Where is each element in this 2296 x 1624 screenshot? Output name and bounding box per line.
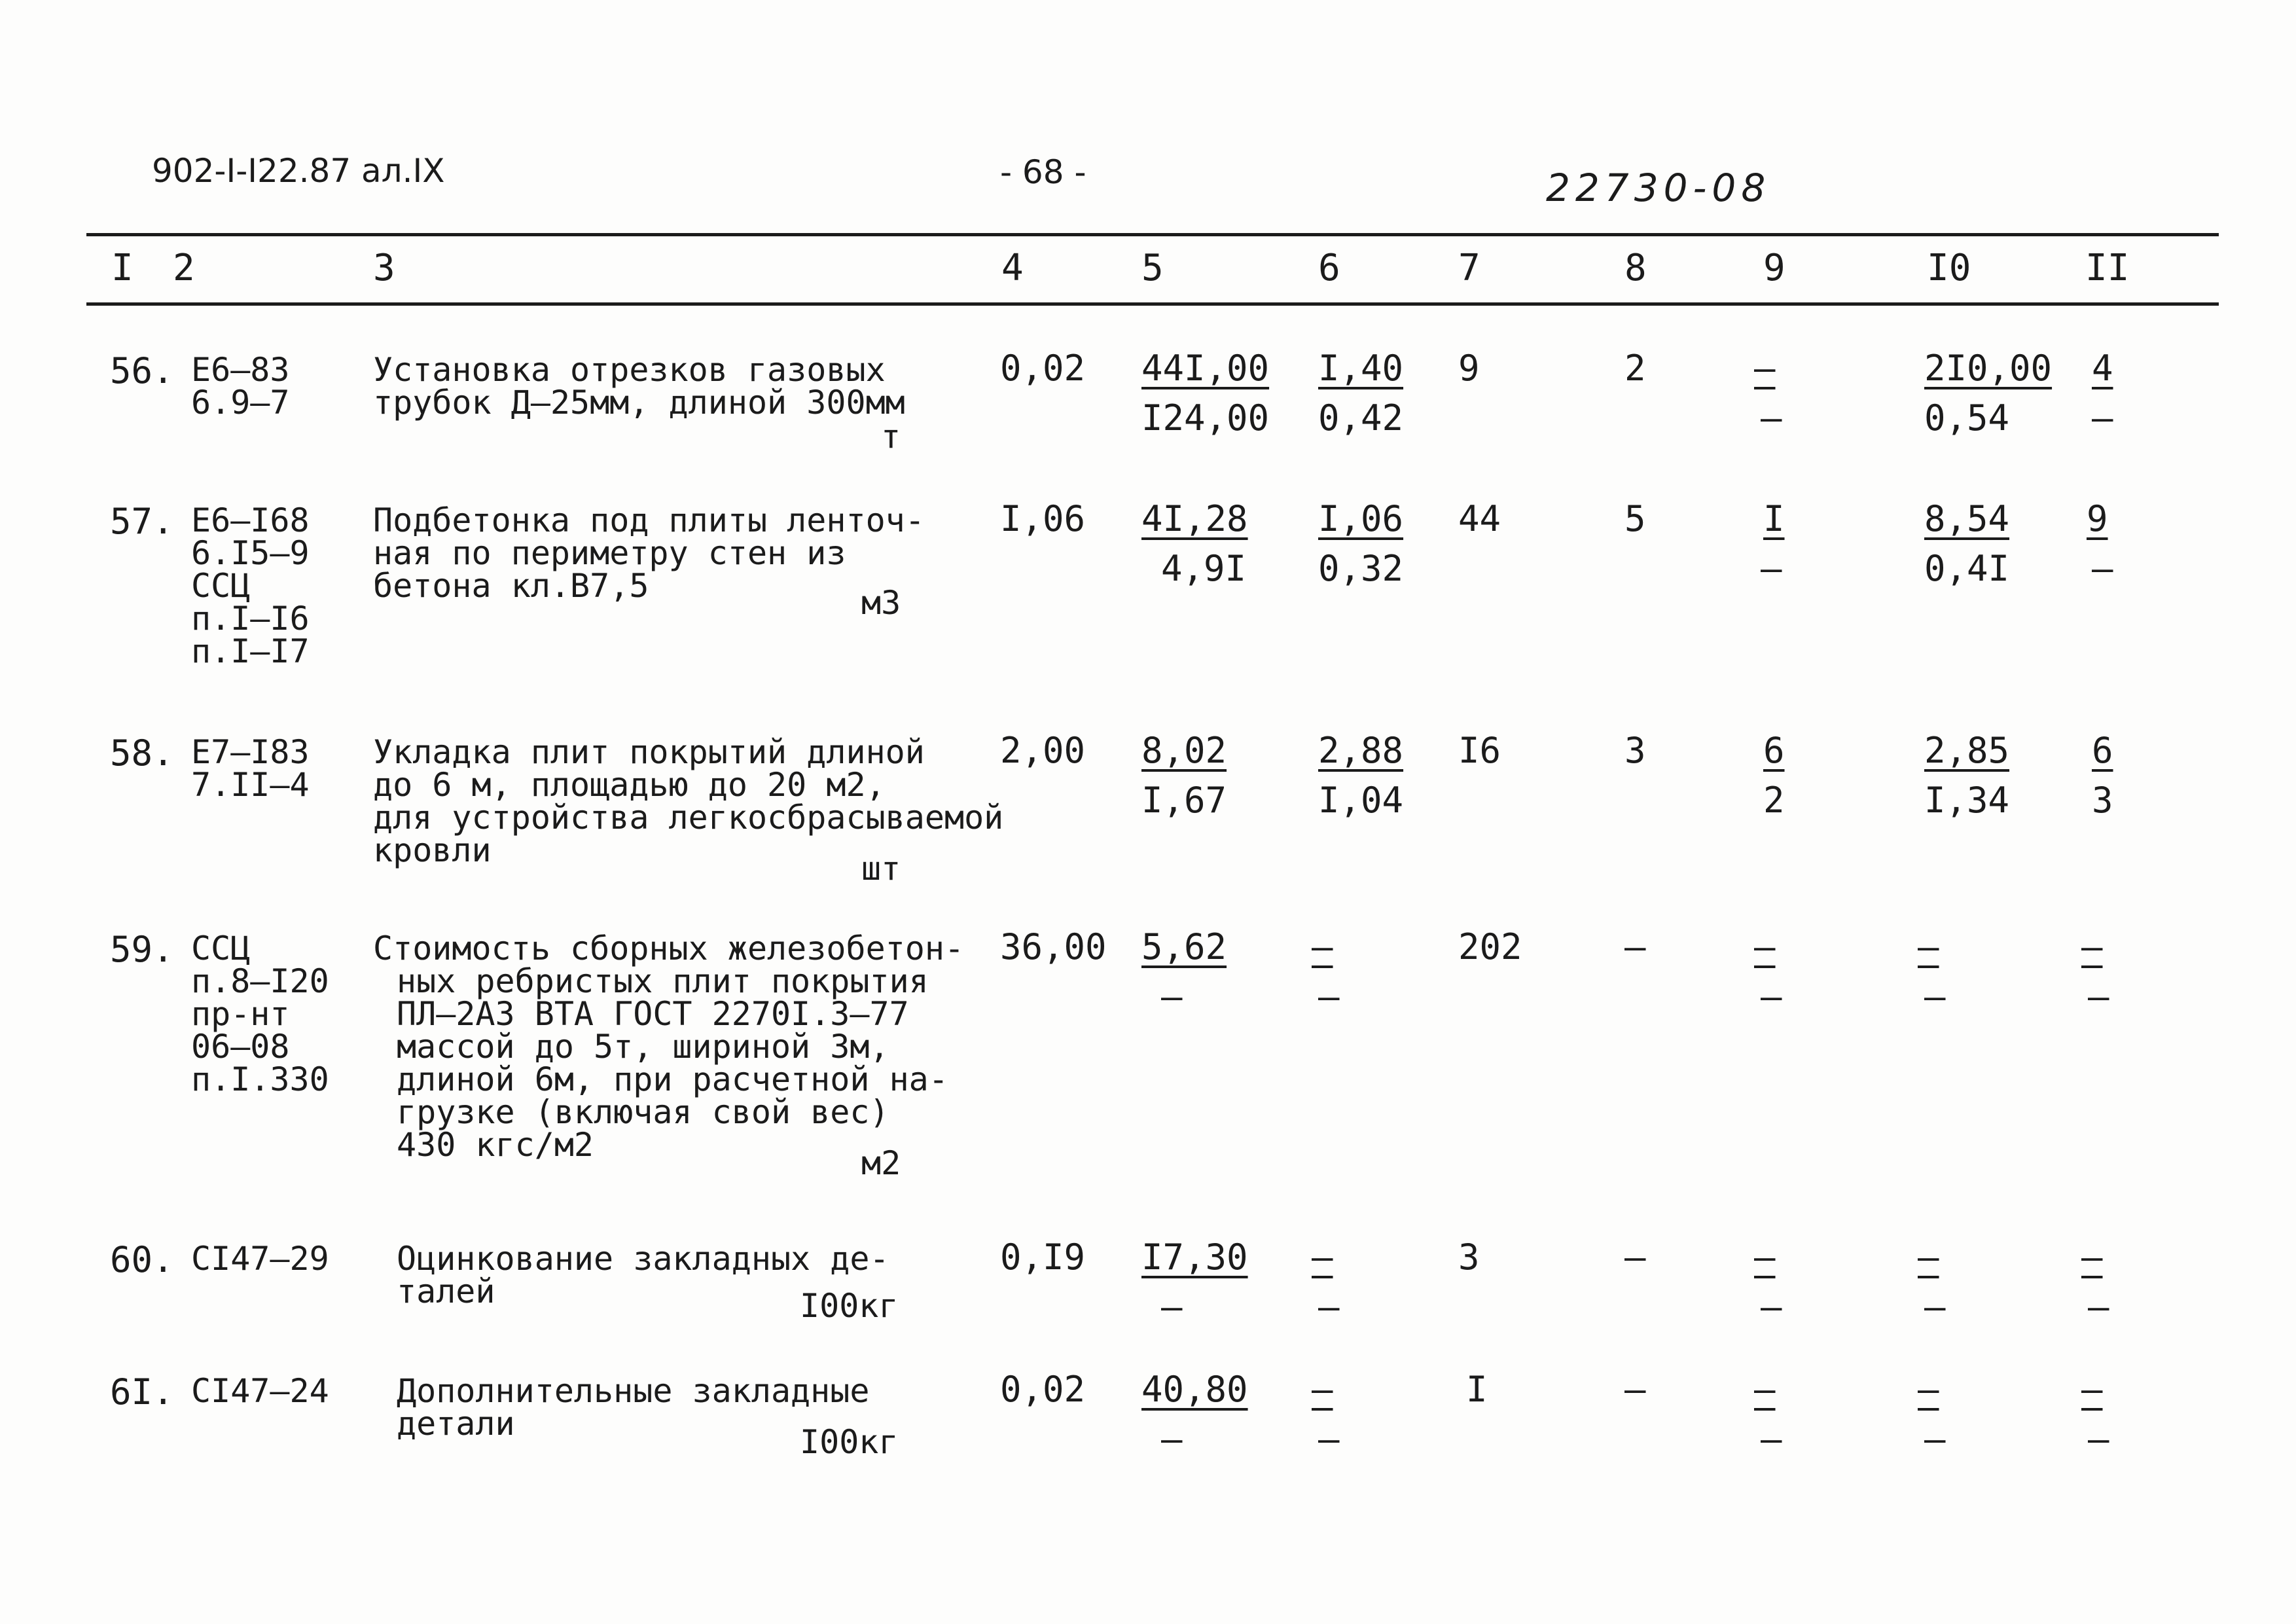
row-c6-top: – (1312, 926, 1333, 967)
row-c11-top: 4 (2092, 348, 2113, 389)
row-c6-bottom: – (1318, 976, 1340, 1017)
row-c6-top: I,40 (1318, 348, 1404, 389)
row-c9-bottom: – (1761, 397, 1782, 439)
row-code-line: СI47–29 (191, 1240, 329, 1278)
row-c6-top: 2,88 (1318, 730, 1404, 771)
row-c7: 44 (1458, 498, 1501, 539)
row-unit: I00кг (800, 1287, 899, 1325)
row-code-line: п.8–I20 (191, 962, 329, 1000)
row-c5-top: 44I,00 (1141, 348, 1270, 389)
row-c10-top: 8,54 (1924, 498, 2010, 539)
row-c10-bottom: – (1924, 1418, 1946, 1460)
row-c11-bottom: – (2088, 1286, 2109, 1327)
row-c9-top: – (1754, 1236, 1776, 1278)
header-rule-top (86, 233, 2219, 236)
row-description-line: ПЛ–2АЗ ВТА ГОСТ 2270I.3–77 (397, 995, 909, 1033)
row-c6-bottom: – (1318, 1418, 1340, 1460)
row-quantity: 36,00 (1000, 926, 1107, 967)
row-c9-top: 6 (1763, 730, 1785, 771)
row-code-line: пр-нт (191, 995, 290, 1033)
row-description-line: талей (397, 1272, 495, 1310)
row-c8: 2 (1624, 348, 1646, 389)
col-header-11: II (2085, 247, 2130, 289)
row-unit: I00кг (800, 1423, 899, 1461)
row-c11-top: 6 (2092, 730, 2113, 771)
row-quantity: 0,02 (1000, 1369, 1086, 1410)
row-c5-bottom: – (1161, 976, 1183, 1017)
row-description-line: Дополнительные закладные (397, 1372, 870, 1410)
row-c5-top: I7,30 (1141, 1236, 1248, 1278)
row-c6-top: – (1312, 1369, 1333, 1410)
row-c6-bottom: I,04 (1318, 780, 1404, 821)
row-description-line: бетона кл.В7,5 (373, 567, 649, 605)
row-number: 56. (110, 350, 174, 391)
row-c10-bottom: – (1924, 1286, 1946, 1327)
document-stamp-number: 22730-08 (1546, 166, 1771, 210)
row-unit: шт (861, 850, 901, 888)
row-c11-bottom: 3 (2092, 780, 2113, 821)
row-code-line: СI47–24 (191, 1372, 329, 1410)
row-code-line: 06–08 (191, 1028, 290, 1066)
row-c7: 9 (1458, 348, 1480, 389)
row-c11-bottom: – (2088, 1418, 2109, 1460)
col-header-4: 4 (1001, 247, 1024, 289)
row-c9-top: I (1763, 498, 1785, 539)
row-description-line: Подбетонка под плиты ленточ- (373, 501, 925, 539)
row-code-line: ССЦ (191, 567, 251, 605)
row-quantity: 0,I9 (1000, 1236, 1086, 1278)
col-header-5: 5 (1141, 247, 1164, 289)
row-code-line: Е7–I83 (191, 733, 310, 771)
row-c10-bottom: I,34 (1924, 780, 2010, 821)
row-c11-bottom: – (2088, 976, 2109, 1017)
row-description-line: ная по периметру стен из (373, 534, 846, 572)
row-c10-top: 2,85 (1924, 730, 2010, 771)
col-header-7: 7 (1458, 247, 1480, 289)
row-quantity: 2,00 (1000, 730, 1086, 771)
row-c5-bottom: 4,9I (1161, 548, 1247, 589)
row-c10-top: – (1918, 1236, 1939, 1278)
col-header-6: 6 (1318, 247, 1340, 289)
row-c5-bottom: – (1161, 1418, 1183, 1460)
row-c8: 5 (1624, 498, 1646, 539)
row-code-line: 7.II–4 (191, 766, 310, 804)
row-description-line: ных ребристых плит покрытия (397, 962, 929, 1000)
row-c6-bottom: 0,32 (1318, 548, 1404, 589)
row-code-line: Е6–I68 (191, 501, 310, 539)
row-description-line: кровли (373, 831, 492, 869)
row-c5-bottom: – (1161, 1286, 1183, 1327)
row-c9-bottom: 2 (1763, 780, 1785, 821)
col-header-10: I0 (1927, 247, 1971, 289)
row-code-line: п.I.330 (191, 1060, 329, 1098)
row-c11-top: – (2081, 1236, 2103, 1278)
row-c10-top: – (1918, 926, 1939, 967)
row-unit: м2 (861, 1144, 901, 1182)
row-c10-top: 2I0,00 (1924, 348, 2053, 389)
row-code-line: п.I–I7 (191, 632, 310, 670)
row-description-line: 430 кгс/м2 (397, 1126, 594, 1164)
row-code-line: ССЦ (191, 929, 251, 967)
row-number: 60. (110, 1239, 174, 1280)
row-c6-bottom: 0,42 (1318, 397, 1404, 439)
row-unit: т (881, 418, 901, 456)
row-c9-top: – (1754, 926, 1776, 967)
row-c5-bottom: I,67 (1141, 780, 1227, 821)
row-description-line: Установка отрезков газовых (373, 351, 886, 389)
row-description-line: грузке (включая свой вес) (397, 1093, 889, 1131)
row-c8: – (1624, 926, 1646, 967)
row-quantity: 0,02 (1000, 348, 1086, 389)
row-description-line: до 6 м, площадью до 20 м2, (373, 766, 886, 804)
row-quantity: I,06 (1000, 498, 1086, 539)
row-c9-top: – (1754, 1369, 1776, 1410)
row-c8: – (1624, 1236, 1646, 1278)
row-description-line: Стоимость сборных железобетон- (373, 929, 965, 967)
row-c7: I6 (1458, 730, 1501, 771)
row-c11-bottom: – (2092, 397, 2113, 439)
row-code-line: п.I–I6 (191, 600, 310, 638)
row-c7: 3 (1458, 1236, 1480, 1278)
row-c6-bottom: – (1318, 1286, 1340, 1327)
col-header-2: 2 (173, 247, 195, 289)
row-unit: м3 (861, 584, 901, 622)
row-c11-top: – (2081, 1369, 2103, 1410)
col-header-8: 8 (1624, 247, 1647, 289)
row-c8: – (1624, 1369, 1646, 1410)
row-code-line: Е6–83 (191, 351, 290, 389)
row-c7: 202 (1458, 926, 1522, 967)
col-header-9: 9 (1763, 247, 1785, 289)
row-number: 57. (110, 501, 174, 542)
row-c6-top: – (1312, 1236, 1333, 1278)
row-c9-bottom: – (1761, 1286, 1782, 1327)
col-header-3: 3 (373, 247, 395, 289)
header-rule-bottom (86, 302, 2219, 306)
row-description-line: для устройства легкосбрасываемой (373, 799, 1004, 837)
row-c11-top: 9 (2087, 498, 2108, 539)
row-description-line: Укладка плит покрытий длиной (373, 733, 925, 771)
row-c10-bottom: 0,54 (1924, 397, 2010, 439)
row-description-line: Оцинкование закладных де- (397, 1240, 889, 1278)
row-description-line: массой до 5т, шириной 3м, (397, 1028, 889, 1066)
row-c8: 3 (1624, 730, 1646, 771)
row-description-line: длиной 6м, при расчетной на- (397, 1060, 948, 1098)
row-c9-top: – (1754, 348, 1776, 389)
row-c11-top: – (2081, 926, 2103, 967)
row-c5-top: 8,02 (1141, 730, 1227, 771)
document-code: 902-I-I22.87 ал.IX (152, 152, 445, 190)
col-header-1: I (111, 247, 134, 289)
row-description-line: детали (397, 1405, 515, 1443)
row-c6-top: I,06 (1318, 498, 1404, 539)
row-c5-bottom: I24,00 (1141, 397, 1270, 439)
row-c7: I (1466, 1369, 1488, 1410)
row-c5-top: 40,80 (1141, 1369, 1248, 1410)
row-c10-bottom: – (1924, 976, 1946, 1017)
row-number: 6I. (110, 1371, 174, 1413)
row-code-line: 6.9–7 (191, 384, 290, 422)
row-c5-top: 4I,28 (1141, 498, 1248, 539)
row-c9-bottom: – (1761, 976, 1782, 1017)
page-number: - 68 - (1000, 153, 1086, 191)
row-c11-bottom: – (2092, 548, 2113, 589)
row-c5-top: 5,62 (1141, 926, 1227, 967)
row-description-line: трубок Д–25мм, длиной 300мм (373, 384, 905, 422)
row-c9-bottom: – (1761, 1418, 1782, 1460)
row-number: 59. (110, 929, 174, 970)
row-number: 58. (110, 732, 174, 774)
row-c10-bottom: 0,4I (1924, 548, 2010, 589)
row-code-line: 6.I5–9 (191, 534, 310, 572)
row-c9-bottom: – (1761, 548, 1782, 589)
row-c10-top: – (1918, 1369, 1939, 1410)
